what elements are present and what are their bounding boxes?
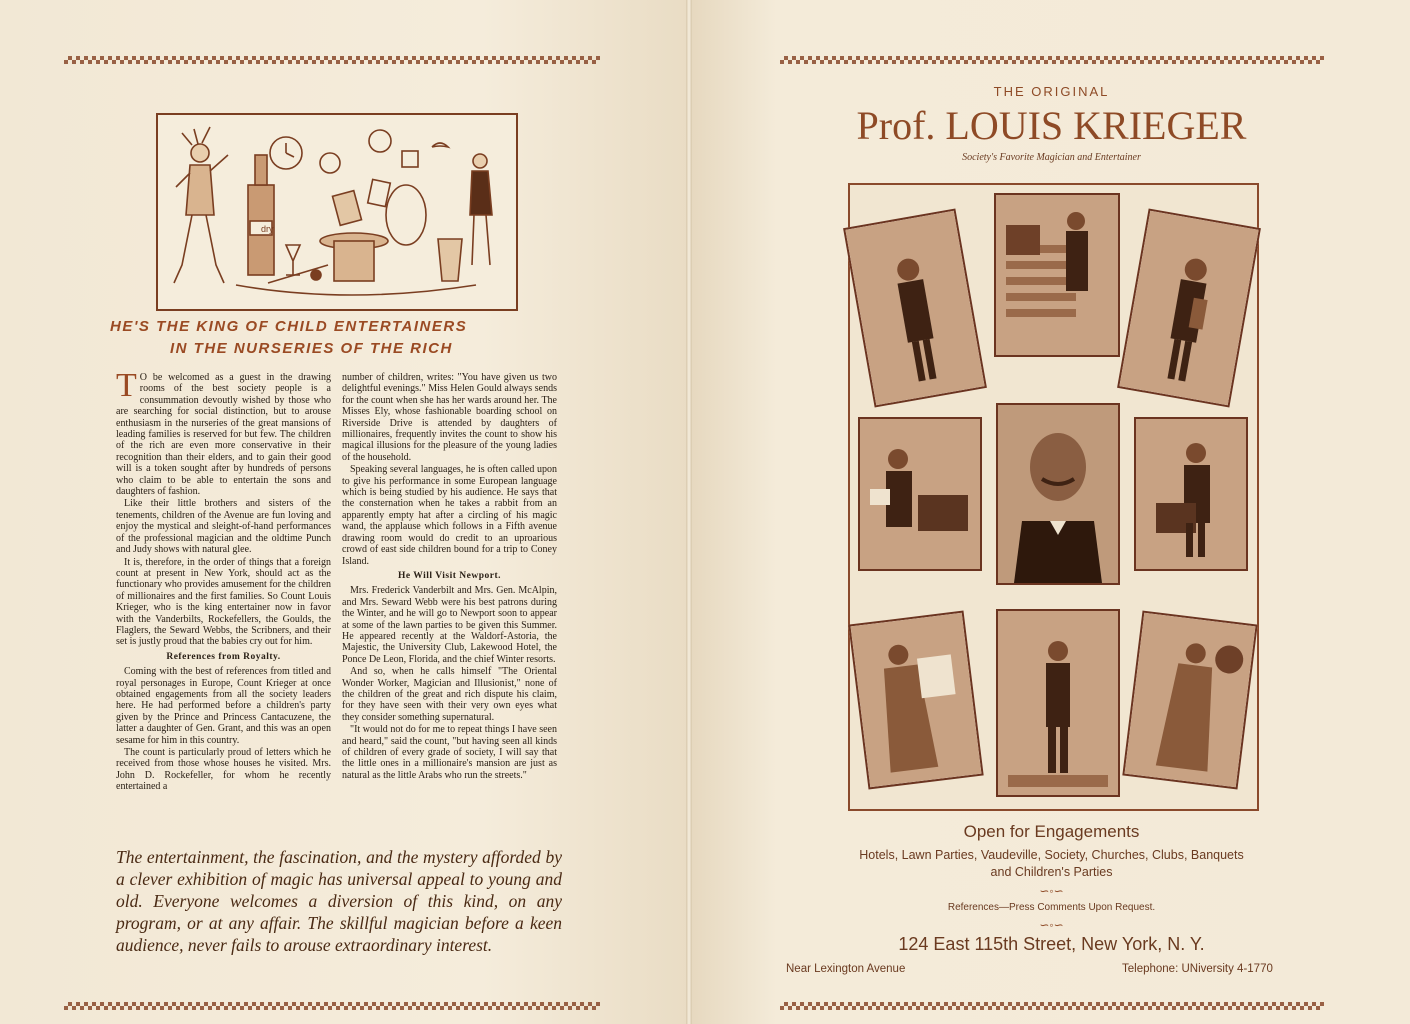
near-avenue: Near Lexington Avenue xyxy=(786,963,906,975)
engagements-heading: Open for Engagements xyxy=(963,822,1140,841)
article-column-2 xyxy=(342,372,557,782)
photo-top-right xyxy=(1117,208,1261,407)
drop-cap: T xyxy=(116,367,137,404)
ornament-divider-2: ∽◦∽ xyxy=(1039,918,1064,932)
top-border-right xyxy=(780,56,1324,64)
headline-line-1: HE'S THE KING OF CHILD ENTERTAINERS xyxy=(110,318,468,335)
photo-middle-left xyxy=(858,417,982,571)
photo-top-left xyxy=(843,208,987,407)
col2-paragraph-1: number of children, writes: "You have given us two delightful evenings." Miss Helen Gould always sends for the count when she has her wards around her. The Misses Ely, whose fashionable boarding school on Riverside Drive is attended by daughters of millionaires, frequently invites the count to show his magical illusions for the pleasure of the young ladies of the household. xyxy=(342,372,557,463)
photo-bottom-center xyxy=(996,609,1120,797)
photo-center-portrait xyxy=(996,403,1120,585)
photo-bottom-right xyxy=(1122,611,1257,790)
headline-line-2: IN THE NURSERIES OF THE RICH xyxy=(170,340,453,357)
article-columns xyxy=(116,367,558,822)
photo-middle-right xyxy=(1134,417,1248,571)
bottom-border-right xyxy=(780,1002,1324,1010)
col2-paragraph-4: And so, when he calls himself "The Oriental Wonder Worker, Magician and Illusionist," none of the children of the great and rich dispute his claim, for they have seen with their very own eyes what they consider something supernatural. xyxy=(342,666,557,723)
col1-paragraph-5: The count is particularly proud of letters which he received from those whose houses he visited. Mrs. John D. Rockefeller, for whom he recently entertained a xyxy=(116,747,331,793)
col1-paragraph-1: O be welcomed as a guest in the drawing rooms of the best society people is a consummation devoutly wished by those who are searching for social distinction, but to arouse enthusiasm in the nurseries of the great mansions of leading families is reserved for but few. The children of the rich are even more conservative in their recognition than their elders, and to gain their good will is a token sought after by hundreds of persons who claim to be able to entertain the sons and daughters of fashion. xyxy=(116,372,331,498)
col2-paragraph-3: Mrs. Frederick Vanderbilt and Mrs. Gen. McAlpin, and Mrs. Seward Webb were his best patrons during the Winter, and he will go to Newport soon to appear at some of the lawn parties to be given this Summer. He appeared recently at the Waldorf-Astoria, the Majestic, the University Club, Lakewood Hotel, the Ponce De Leon, Florida, and the chief Winter resorts. xyxy=(342,585,557,665)
telephone: Telephone: UNiversity 4-1770 xyxy=(1122,963,1273,975)
main-title: Prof. LOUIS KRIEGER xyxy=(856,103,1247,148)
venues-line-1: Hotels, Lawn Parties, Vaudeville, Society, Churches, Clubs, Banquets xyxy=(859,848,1244,862)
col2-paragraph-5: "It would not do for me to repeat things I have seen and heard," said the count, "but having seen all kinds of children of every grade of society, I will say that the little ones in a millionaire's mansion are just as natural as the little Arabs who run the streets." xyxy=(342,724,557,781)
col1-subheading: References from Royalty. xyxy=(166,651,281,662)
address: 124 East 115th Street, New York, N. Y. xyxy=(898,934,1205,954)
article-column-1 xyxy=(116,367,331,794)
photo-bottom-left xyxy=(848,611,983,790)
col2-subheading: He Will Visit Newport. xyxy=(397,570,501,581)
magic-props-drawing xyxy=(158,115,516,309)
magic-illustration xyxy=(156,113,518,311)
photo-top-center-flag xyxy=(994,193,1120,357)
col1-paragraph-2: Like their little brothers and sisters of the tenements, children of the Avenue are fun loving and enjoy the mystical and sleight-of-hand performances of the professional magician and the oldtime Punch and Judy shows with natural glee. xyxy=(116,498,331,556)
kicker: THE ORIGINAL xyxy=(993,84,1110,99)
references-line: References—Press Comments Upon Request. xyxy=(947,902,1156,913)
photo-collage xyxy=(848,183,1259,811)
col1-paragraph-3: It is, therefore, in the order of things that a foreign count at present in New York, should act as the functionary who provides amusement for the children of millionaires and the first families. So Count Louis Krieger, who is the king entertainer now in favor with the Vanderbilts, Rockefellers, the Goulds, the Flaglers, the Seward Webbs, the Scribners, and their set is justly proud that the babies cry out for him. xyxy=(116,556,331,648)
bottom-border-left xyxy=(64,1002,600,1010)
subtitle: Society's Favorite Magician and Entertainer xyxy=(962,152,1141,163)
ornament-divider-1: ∽◦∽ xyxy=(1039,884,1064,898)
closing-italic-paragraph: The entertainment, the fascination, and the mystery afforded by a clever exhibition of magic has universal appeal to young and old. Everyone welcomes a diversion of this kind, on any program, or at any affair. The skillful magician before a keen audience, never fails to arouse extraordinary interest. xyxy=(116,847,562,955)
col2-paragraph-2: Speaking several languages, he is often called upon to give his performance in some European language which is being studied by his audience. He says that the consternation when he takes a rabbit from an apparently empty hat after a circling of his magic wand, the applause which follows in a Fifth avenue drawing room would do credit to an uproarious crowd of east side children bound for a trip to Coney Island. xyxy=(342,464,557,567)
col1-paragraph-4: Coming with the best of references from titled and royal personages in Europe, Count Krieger at once obtained engagements from all the society leaders here. He had performed before a children's party given by the Prince and Princess Cantacuzene, the latter a daughter of Gen. Grant, and this was an open sesame for him in this country. xyxy=(116,666,331,746)
venues-line-2: and Children's Parties xyxy=(990,865,1113,879)
page-fold xyxy=(686,0,692,1024)
bottle-label: dry xyxy=(261,224,274,234)
top-border-left xyxy=(64,56,600,64)
